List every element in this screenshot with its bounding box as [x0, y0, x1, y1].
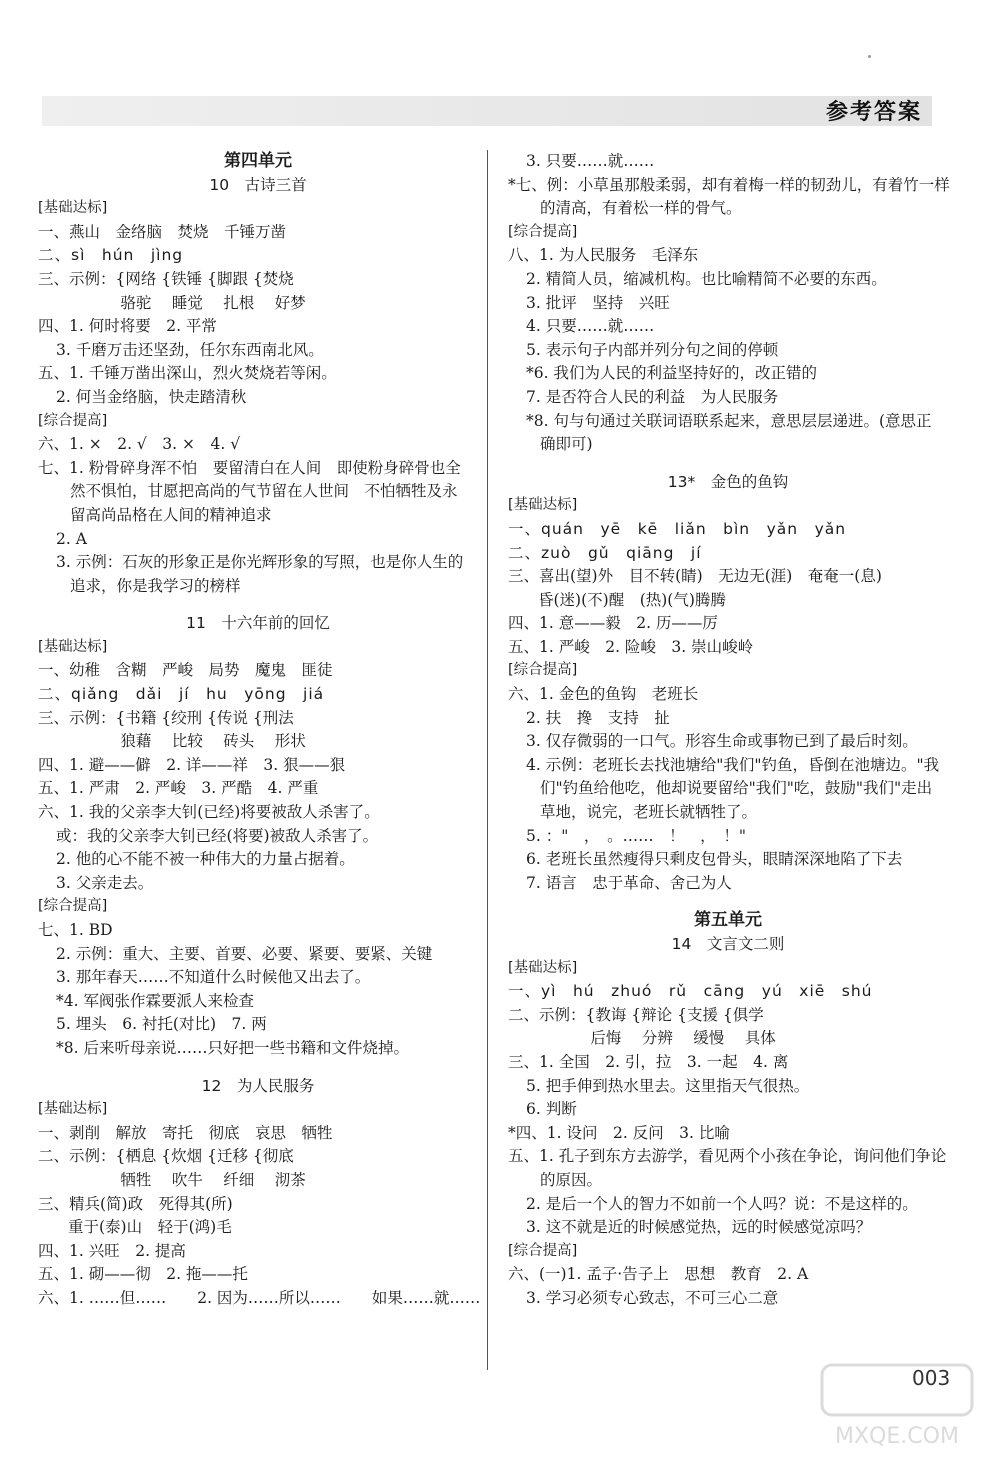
- left-lines-41: [基础达标]: [38, 1101, 108, 1118]
- left-lines-34: 2. 示例：重大、主要、首要、必要、紧要、要紧、关键: [56, 944, 433, 963]
- right-lines-46: 3. 这不就是近的时候感觉热，远的时候感觉凉吗？: [526, 1218, 872, 1237]
- left-column: [38, 150, 481, 1311]
- left-lines-42: 一、剥削 解放 寄托 彻底 哀思 牺牲: [38, 1123, 333, 1142]
- left-lines-11: [综合提高]: [38, 412, 108, 429]
- right-lines-12: 确即可): [540, 435, 593, 454]
- page-number: 003: [912, 1366, 951, 1390]
- right-lines-17: 二、zuò gǔ qiāng jí: [508, 543, 702, 562]
- right-lines-39: 三、1. 全国 2. 引，拉 3. 一起 4. 离: [508, 1052, 789, 1071]
- right-lines-43: 五、1. 孔子到东方去游学，看见两个小孩在争论，询问他们争论: [508, 1147, 947, 1166]
- right-lines-31: 7. 语言 忠于革命、舍己为人: [526, 873, 732, 892]
- right-lines-5: 2. 精简人员，缩减机构。也比喻精简不必要的东西。: [526, 269, 887, 288]
- left-lines-43: 二、示例：{栖息 {炊烟 {迁移 {彻底: [38, 1147, 294, 1166]
- left-lines-31: 3. 父亲走去。: [56, 873, 154, 892]
- left-lines-32: [综合提高]: [38, 898, 108, 915]
- left-lines-14: 然不惧怕，甘愿把高尚的气节留在人世间 不怕牺牲及永: [70, 482, 458, 501]
- page-title: 参考答案: [825, 100, 922, 125]
- left-lines-29: 或：我的父亲李大钊已经(将要)被敌人杀害了。: [56, 826, 379, 845]
- right-lines-28: 草地，说完，老班长就牺牲了。: [540, 803, 758, 822]
- right-lines-2: 的清高，有着松一样的骨气。: [540, 199, 742, 218]
- left-lines-8: 3. 千磨万击还坚劲，任尔东西南北风。: [56, 340, 324, 359]
- left-lines-24: 三、示例：{书籍 {绞刑 {传说 {刑法: [38, 708, 294, 727]
- right-lines-9: *6. 我们为人民的利益坚持好的，改正错的: [526, 364, 817, 383]
- right-lines-30: 6. 老班长虽然瘦得只剩皮包骨头，眼睛深深地陷了下去: [526, 850, 903, 869]
- right-lines-48: 六、(一)1. 孟子·告子上 思想 教育 2. A: [508, 1265, 809, 1284]
- right-lines-19: 昏(迷)(不)醒 (热)(气)腾腾: [538, 590, 726, 609]
- right-lines-22: [综合提高]: [508, 662, 578, 679]
- left-lines-23: 二、qiǎng dǎi jí hu yōng jiá: [38, 685, 325, 704]
- right-column: [508, 150, 948, 1311]
- left-lines-19: [38, 598, 478, 612]
- right-lines-40: 5. 把手伸到热水里去。这里指天气很热。: [526, 1076, 810, 1095]
- left-lines-47: 四、1. 兴旺 2. 提高: [38, 1241, 186, 1260]
- left-lines-37: 5. 埋头 6. 衬托(对比) 7. 两: [56, 1015, 267, 1034]
- right-lines-21: 五、1. 严峻 2. 险峻 3. 崇山峻岭: [508, 637, 754, 656]
- watermark-logo: [812, 1355, 982, 1451]
- left-lines-20: 11 十六年前的回忆: [186, 614, 330, 633]
- left-lines-39: [38, 1061, 478, 1075]
- right-lines-15: [基础达标]: [508, 497, 578, 514]
- right-lines-49: 3. 学习必须专心致志，不可三心二意: [526, 1288, 779, 1307]
- right-lines-14: 13* 金色的鱼钩: [667, 472, 789, 491]
- watermark-text: MXQE.COM: [835, 1424, 959, 1449]
- right-lines-35: [基础达标]: [508, 959, 578, 976]
- right-lines-45: 2. 是后一个人的智力不如前一个人吗？说：不是这样的。: [526, 1194, 918, 1213]
- left-lines-35: 3. 那年春天……不知道什么时候他又出去了。: [56, 968, 371, 987]
- right-lines-27: 们"钓鱼给他吃，他却说要留给"我们"吃，鼓励"我们"走出: [540, 779, 933, 798]
- right-lines-41: 6. 判断: [526, 1100, 577, 1119]
- right-lines-36: 一、yì hú zhuó rǔ cāng yú xiē shú: [508, 982, 873, 1001]
- left-lines-10: 2. 何当金络脑，快走踏清秋: [56, 387, 247, 406]
- right-lines-25: 3. 仅存微弱的一口气。形容生命或事物已到了最后时刻。: [526, 732, 918, 751]
- left-lines-6: 骆驼 睡觉 扎根 好梦: [38, 293, 306, 312]
- left-lines-33: 七、1. BD: [38, 921, 113, 939]
- right-lines-34: 14 文言文二则: [671, 935, 785, 953]
- left-lines-45: 三、精兵(简)政 死得其(所): [38, 1194, 233, 1213]
- left-lines-15: 留高尚品格在人间的精神追求: [70, 505, 272, 524]
- right-lines-7: 4. 只要……就……: [526, 317, 655, 336]
- right-lines-16: 一、quán yē kē liǎn bìn yǎn yǎn: [508, 519, 847, 538]
- right-lines-20: 四、1. 意——毅 2. 历——厉: [508, 614, 718, 633]
- right-lines-11: *8. 句与句通过关联词语联系起来，意思层层递进。(意思正: [526, 411, 932, 430]
- left-lines-40: 12 为人民服务: [201, 1076, 315, 1095]
- right-lines-29: 5. ：" ， 。…… ！ ， ！": [526, 826, 746, 845]
- left-lines-36: *4. 军阀张作霖要派人来检查: [56, 991, 254, 1010]
- right-lines-23: 六、1. 金色的鱼钩 老班长: [508, 685, 699, 704]
- left-lines-3: 一、燕山 金络脑 焚烧 千锤万凿: [38, 222, 287, 241]
- left-lines-9: 五、1. 千锤万凿出深山，烈火焚烧若等闲。: [38, 364, 337, 383]
- left-lines-1: 10 古诗三首: [209, 175, 307, 194]
- right-lines-47: [综合提高]: [508, 1242, 578, 1259]
- right-lines-18: 三、喜出(望)外 目不转(睛) 无边无(涯) 奄奄一(息): [508, 567, 882, 586]
- right-lines-10: 7. 是否符合人民的利益 为人民服务: [526, 387, 779, 406]
- left-lines-4: 二、sì hún jìng: [38, 246, 184, 265]
- left-lines-13: 七、1. 粉骨碎身浑不怕 要留清白在人间 即使粉身碎骨也全: [38, 458, 461, 477]
- left-lines-28: 六、1. 我的父亲李大钊(已经)将要被敌人杀害了。: [38, 803, 380, 822]
- left-lines-48: 五、1. 砌——彻 2. 拖——托: [38, 1265, 248, 1284]
- left-lines-12: 六、1. × 2. √ 3. × 4. √: [38, 435, 241, 454]
- left-lines-18: 追求，你是我学习的榜样: [70, 576, 241, 595]
- right-lines-1: *七、例：小草虽那般柔弱，却有着梅一样的韧劲儿，有着竹一样: [508, 175, 950, 194]
- left-lines-30: 2. 他的心不能不被一种伟大的力量占据着。: [56, 850, 355, 869]
- left-lines-0: 第四单元: [224, 151, 292, 171]
- right-lines-32: [508, 895, 948, 909]
- right-lines-13: [508, 457, 948, 471]
- right-lines-3: [综合提高]: [508, 223, 578, 240]
- left-lines-44: 牺牲 吹牛 纤细 沏茶: [38, 1170, 306, 1189]
- right-lines-4: 八、1. 为人民服务 毛泽东: [508, 246, 699, 265]
- left-lines-25: 狼藉 比较 砖头 形状: [38, 732, 306, 751]
- left-lines-38: *8. 后来听母亲说……只好把一些书籍和文件烧掉。: [56, 1038, 409, 1057]
- left-lines-49: 六、1. ……但…… 2. 因为……所以…… 如果……就……: [38, 1288, 481, 1307]
- left-lines-17: 3. 示例：石灰的形象正是你光辉形象的写照，也是你人生的: [56, 553, 464, 572]
- right-lines-42: *四、1. 设问 2. 反问 3. 比喻: [508, 1123, 730, 1142]
- left-lines-26: 四、1. 避——僻 2. 详——祥 3. 狠——狠: [38, 755, 346, 774]
- right-lines-37: 二、示例：{教诲 {辩论 {支援 {俱学: [508, 1005, 764, 1024]
- left-lines-2: [基础达标]: [38, 200, 108, 217]
- header-bar: [42, 96, 932, 126]
- left-lines-27: 五、1. 严肃 2. 严峻 3. 严酷 4. 严重: [38, 779, 319, 798]
- right-lines-8: 5. 表示句子内部并列分句之间的停顿: [526, 340, 779, 359]
- right-lines-33: 第五单元: [694, 910, 762, 931]
- column-divider: [487, 150, 488, 1370]
- left-lines-5: 三、示例：{网络 {铁锤 {脚跟 {焚烧: [38, 269, 294, 288]
- left-lines-46: 重于(泰)山 轻于(鸿)毛: [68, 1218, 232, 1237]
- left-lines-16: 2. A: [56, 529, 87, 548]
- right-lines-38: 后悔 分辨 缓慢 具体: [508, 1029, 776, 1048]
- right-lines-6: 3. 批评 坚持 兴旺: [526, 293, 670, 312]
- left-lines-21: [基础达标]: [38, 638, 108, 655]
- right-lines-0: 3. 只要……就……: [526, 152, 655, 170]
- left-lines-7: 四、1. 何时将要 2. 平常: [38, 317, 217, 336]
- right-lines-44: 的原因。: [540, 1170, 603, 1189]
- left-lines-22: 一、幼稚 含糊 严峻 局势 魔鬼 匪徒: [38, 661, 333, 680]
- speck: [868, 55, 871, 58]
- right-lines-24: 2. 扶 搀 支持 扯: [526, 708, 670, 727]
- right-lines-26: 4. 示例：老班长去找池塘给"我们"钓鱼，昏倒在池塘边。"我: [526, 755, 940, 774]
